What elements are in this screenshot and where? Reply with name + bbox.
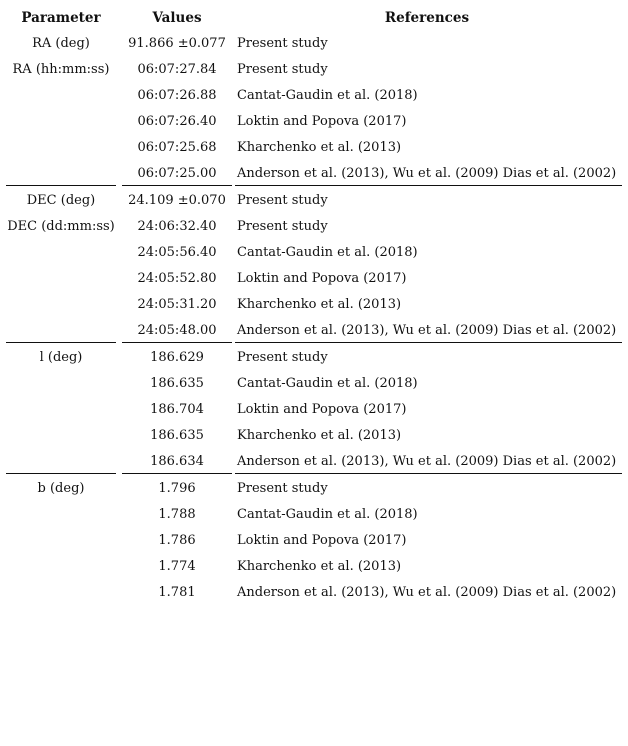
group-divider: [6, 185, 116, 186]
value-cell: 1.796: [158, 481, 196, 496]
table-row: [0, 397, 628, 423]
value-cell: 186.634: [150, 454, 204, 469]
table-row: [0, 188, 628, 214]
parameter-cell: DEC (deg): [26, 193, 96, 208]
table-row: [0, 318, 628, 344]
group-divider: [122, 342, 232, 343]
value-cell: 06:07:25.00: [137, 166, 217, 181]
reference-cell: Kharchenko et al. (2013): [237, 559, 402, 574]
parameter-cell: DEC (dd:mm:ss): [7, 219, 115, 234]
reference-cell: Anderson et al. (2013), Wu et al. (2009) Dias et al. (2002): [237, 166, 617, 181]
header-references: References: [384, 10, 470, 26]
reference-cell: Anderson et al. (2013), Wu et al. (2009) Dias et al. (2002): [237, 323, 617, 338]
reference-cell: Loktin and Popova (2017): [237, 271, 407, 286]
reference-cell: Present study: [237, 219, 328, 234]
reference-cell: Cantat-Gaudin et al. (2018): [237, 507, 418, 522]
header-values: Values: [152, 10, 202, 26]
table-row: [0, 580, 628, 606]
table-row: [0, 83, 628, 109]
value-cell: 24:06:32.40: [137, 219, 217, 234]
group-divider: [6, 473, 116, 474]
table-row: [0, 502, 628, 528]
value-cell: 06:07:26.40: [137, 114, 217, 129]
value-cell: 24.109 ±0.070: [128, 193, 226, 208]
reference-cell: Present study: [237, 62, 328, 77]
reference-cell: Loktin and Popova (2017): [237, 114, 407, 129]
reference-cell: Present study: [237, 481, 328, 496]
group-divider: [6, 342, 116, 343]
value-cell: 24:05:56.40: [137, 245, 217, 260]
table-row: [0, 554, 628, 580]
table-row: [0, 109, 628, 135]
table-row: [0, 135, 628, 161]
value-cell: 06:07:27.84: [137, 62, 217, 77]
table-row: [0, 292, 628, 318]
table-row: [0, 57, 628, 83]
value-cell: 06:07:26.88: [137, 88, 217, 103]
value-cell: 06:07:25.68: [137, 140, 217, 155]
group-divider: [122, 473, 232, 474]
value-cell: 1.774: [158, 559, 196, 574]
reference-cell: Anderson et al. (2013), Wu et al. (2009) Dias et al. (2002): [237, 585, 617, 600]
parameter-cell: b (deg): [37, 481, 85, 496]
reference-cell: Present study: [237, 36, 328, 51]
reference-cell: Kharchenko et al. (2013): [237, 297, 402, 312]
value-cell: 1.781: [158, 585, 196, 600]
table-row: [0, 423, 628, 449]
table-row: [0, 449, 628, 475]
parameter-cell: RA (hh:mm:ss): [12, 62, 110, 77]
table-row: [0, 31, 628, 57]
reference-cell: Cantat-Gaudin et al. (2018): [237, 245, 418, 260]
table-row: [0, 214, 628, 240]
table-row: [0, 161, 628, 187]
reference-cell: Anderson et al. (2013), Wu et al. (2009) Dias et al. (2002): [237, 454, 617, 469]
value-cell: 186.704: [150, 402, 204, 417]
reference-cell: Loktin and Popova (2017): [237, 402, 407, 417]
table-row: [0, 240, 628, 266]
table-row: [0, 371, 628, 397]
value-cell: 1.788: [158, 507, 196, 522]
header-parameter: Parameter: [21, 10, 101, 26]
value-cell: 24:05:48.00: [137, 323, 217, 338]
table-row: [0, 345, 628, 371]
value-cell: 186.635: [150, 428, 204, 443]
reference-cell: Cantat-Gaudin et al. (2018): [237, 376, 418, 391]
reference-cell: Cantat-Gaudin et al. (2018): [237, 88, 418, 103]
reference-cell: Loktin and Popova (2017): [237, 533, 407, 548]
reference-cell: Kharchenko et al. (2013): [237, 140, 402, 155]
value-cell: 24:05:52.80: [137, 271, 217, 286]
reference-cell: Present study: [237, 193, 328, 208]
reference-cell: Present study: [237, 350, 328, 365]
group-divider: [122, 185, 232, 186]
parameter-cell: RA (deg): [32, 36, 90, 51]
table-row: [0, 476, 628, 502]
group-divider: [235, 473, 622, 474]
value-cell: 1.786: [158, 533, 196, 548]
value-cell: 186.629: [150, 350, 204, 365]
group-divider: [235, 342, 622, 343]
group-divider: [235, 185, 622, 186]
value-cell: 91.866 ±0.077: [128, 36, 226, 51]
reference-cell: Kharchenko et al. (2013): [237, 428, 402, 443]
value-cell: 186.635: [150, 376, 204, 391]
table-row: [0, 266, 628, 292]
value-cell: 24:05:31.20: [137, 297, 217, 312]
parameter-cell: l (deg): [39, 350, 83, 365]
table-row: [0, 528, 628, 554]
